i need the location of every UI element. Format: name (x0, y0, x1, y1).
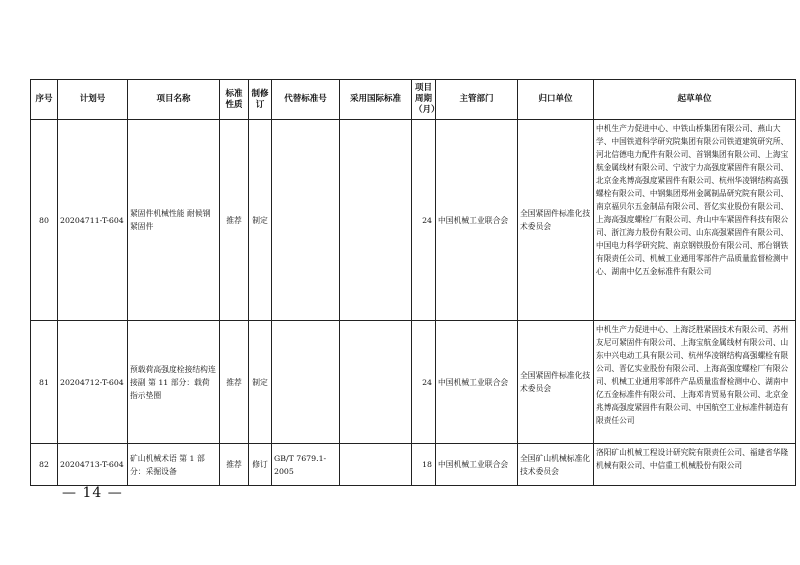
header-std-nature: 标准性质 (220, 80, 249, 120)
cell-revision: 制定 (249, 321, 272, 444)
cell-intl-std (340, 444, 412, 486)
cell-std-nature: 推荐 (220, 444, 249, 486)
cell-authority: 中国机械工业联合会 (436, 444, 518, 486)
header-revision: 制修订 (249, 80, 272, 120)
cell-period: 18 (412, 444, 436, 486)
header-tc: 归口单位 (518, 80, 594, 120)
cell-authority: 中国机械工业联合会 (436, 321, 518, 444)
cell-plan-no: 20204711-T-604 (58, 120, 128, 321)
cell-replaced-std (272, 321, 340, 444)
cell-drafters: 中机生产力促进中心、上海泛胜紧固技术有限公司、苏州友尼可紧固件有限公司、上海宝航金属线材有限公司、山东中兴电动工具有限公司、杭州华凌钢结构高强螺栓有限公司、晋亿实业股份有限公司、上海高强度螺栓厂有限公司、机械工业通用零部件产品质量监督检测中心、湖南中亿五金标准件有限公司、上海邓肯贸易有限公司、北京金兆博高强度紧固件有限公司、中国航空工业标准件制造有限责任公司 (594, 321, 796, 444)
header-authority: 主管部门 (436, 80, 518, 120)
cell-std-nature: 推荐 (220, 321, 249, 444)
cell-period: 24 (412, 321, 436, 444)
cell-seq: 80 (31, 120, 58, 321)
cell-drafters: 中机生产力促进中心、中铁山桥集团有限公司、燕山大学、中国铁道科学研究院集团有限公司铁道建筑研究所、河北信德电力配件有限公司、首钢集团有限公司、上海宝航金属线材有限公司、宁波宁力高强度紧固件有限公司、北京金兆博高强度紧固件有限公司、杭州华凌钢结构高强螺栓有限公司、中钢集团郑州金属制品研究院有限公司、南京福贝尔五金制品有限公司、晋亿实业股份有限公司、上海高强度螺栓厂有限公司、舟山中车紧固件科技有限公司、浙江海力股份有限公司、山东高强紧固件有限公司、中国电力科学研究院、南京钢铁股份有限公司、邢台钢铁有限责任公司、机械工业通用零部件产品质量监督检测中心、湖南中亿五金标准件有限公司 (594, 120, 796, 321)
cell-tc: 全国紧固件标准化技术委员会 (518, 120, 594, 321)
cell-drafters: 洛阳矿山机械工程设计研究院有限责任公司、福建省华隆机械有限公司、中信重工机械股份有限公司 (594, 444, 796, 486)
cell-intl-std (340, 321, 412, 444)
header-period: 项目周期（月） (412, 80, 436, 120)
header-project-name: 项目名称 (128, 80, 220, 120)
cell-seq: 81 (31, 321, 58, 444)
header-intl-std: 采用国际标准 (340, 80, 412, 120)
cell-revision: 修订 (249, 444, 272, 486)
cell-project-name: 紧固件机械性能 耐候钢紧固件 (128, 120, 220, 321)
cell-seq: 82 (31, 444, 58, 486)
header-plan-no: 计划号 (58, 80, 128, 120)
cell-period: 24 (412, 120, 436, 321)
table-row (31, 444, 796, 486)
header-drafters: 起草单位 (594, 80, 796, 120)
cell-tc: 全国紧固件标准化技术委员会 (518, 321, 594, 444)
cell-project-name: 预载荷高强度栓接结构连接副 第 11 部分：载荷指示垫圈 (128, 321, 220, 444)
cell-std-nature: 推荐 (220, 120, 249, 321)
cell-authority: 中国机械工业联合会 (436, 120, 518, 321)
page-number: — 14 — (62, 485, 123, 501)
standards-plan-table (30, 79, 796, 486)
cell-tc: 全国矿山机械标准化技术委员会 (518, 444, 594, 486)
header-replaced-std: 代替标准号 (272, 80, 340, 120)
table-row (31, 321, 796, 444)
header-seq: 序号 (31, 80, 58, 120)
cell-plan-no: 20204712-T-604 (58, 321, 128, 444)
cell-revision: 制定 (249, 120, 272, 321)
table-row (31, 120, 796, 321)
cell-project-name: 矿山机械术语 第 1 部分：采掘设备 (128, 444, 220, 486)
cell-plan-no: 20204713-T-604 (58, 444, 128, 486)
cell-intl-std (340, 120, 412, 321)
cell-replaced-std (272, 120, 340, 321)
cell-replaced-std: GB/T 7679.1-2005 (272, 444, 340, 486)
table-header-row (31, 80, 796, 120)
